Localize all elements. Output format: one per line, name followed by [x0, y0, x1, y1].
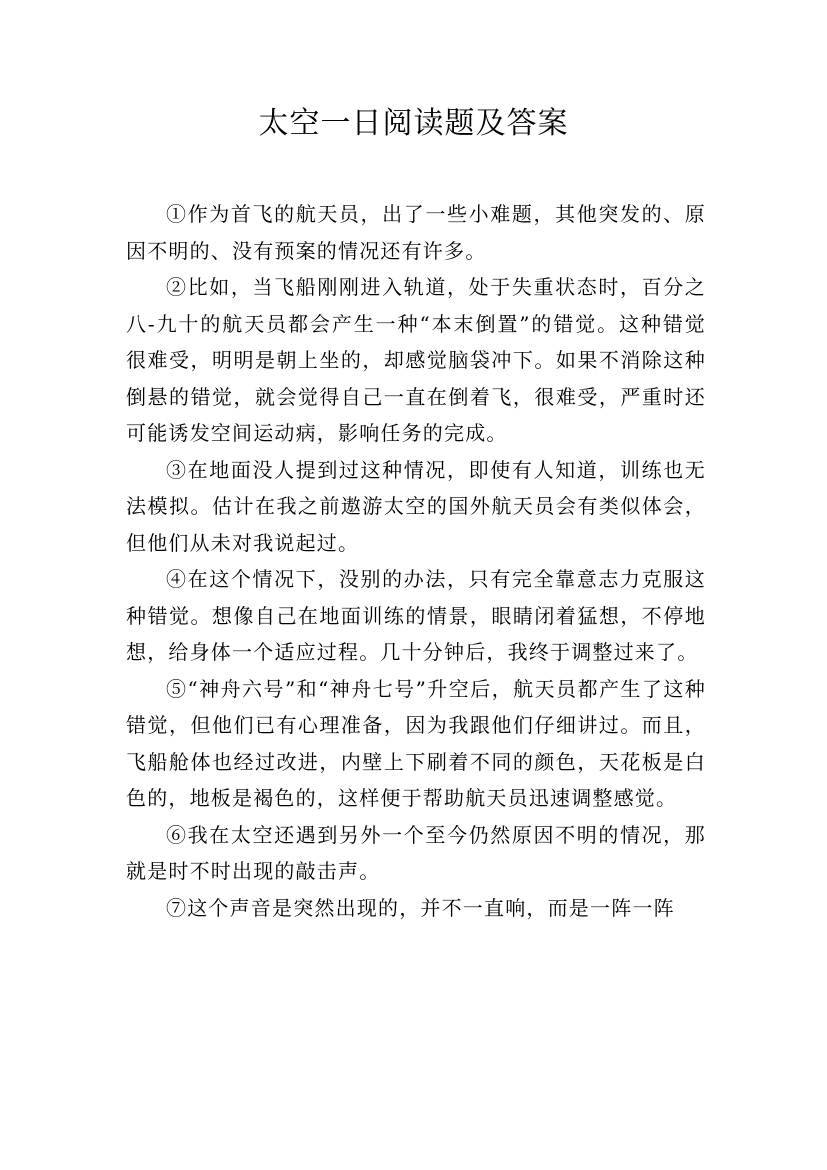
paragraph-7: ⑦这个声音是突然出现的，并不一直响，而是一阵一阵 — [166, 895, 675, 920]
paragraph-2: ②比如，当飞船刚刚进入轨道，处于失重状态时，百分之八-九十的航天员都会产生一种“本末倒置”的错觉。这种错觉很难受，明明是朝上坐的，却感觉脑袋冲下。如果不消除这种倒悬的错觉，就会觉得自己一直在倒着飞，很难受，严重时还可能诱发空间运动病，影响任务的完成。 — [126, 275, 706, 445]
article-body — [126, 196, 706, 926]
paragraph-6: ⑥我在太空还遇到另外一个至今仍然原因不明的情况，那就是时不时出现的敲击声。 — [126, 822, 706, 883]
paragraph-5: ⑤“神舟六号”和“神舟七号”升空后，航天员都产生了这种错觉，但他们已有心理准备，因为我跟他们仔细讲过。而且，飞船舱体也经过改进，内壁上下刷着不同的颜色，天花板是白色的，地板是褐色的，这样便于帮助航天员迅速调整感觉。 — [126, 676, 706, 810]
paragraph-4: ④在这个情况下，没别的办法，只有完全靠意志力克服这种错觉。想像自己在地面训练的情景，眼睛闭着猛想，不停地想，给身体一个适应过程。几十分钟后，我终于调整过来了。 — [126, 567, 706, 664]
document-title: 太空一日阅读题及答案 — [258, 106, 569, 141]
paragraph-1: ①作为首飞的航天员，出了一些小难题，其他突发的、原因不明的、没有预案的情况还有许多。 — [126, 202, 706, 263]
paragraph-3: ③在地面没人提到过这种情况，即使有人知道，训练也无法模拟。估计在我之前遨游太空的国外航天员会有类似体会，但他们从未对我说起过。 — [126, 457, 706, 555]
